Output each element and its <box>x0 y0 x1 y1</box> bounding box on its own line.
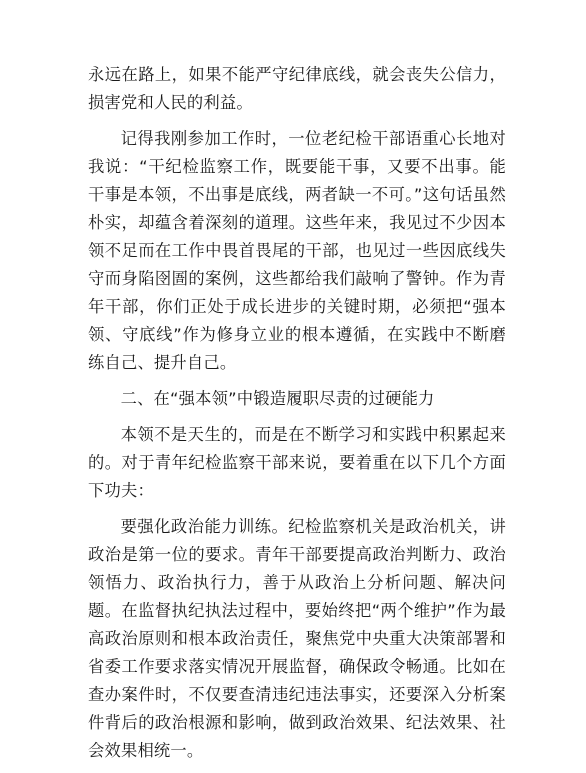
paragraph-continuation: 永远在路上，如果不能严守纪律底线，就会丧失公信力，损害党和人民的利益。 <box>88 65 506 112</box>
document-body <box>88 61 506 773</box>
section-heading: 二、在“强本领”中锻造履职尽责的过硬能力 <box>120 389 435 408</box>
paragraph-intro: 本领不是天生的，而是在不断学习和实践中积累起来的。对于青年纪检监察干部来说，要着重在以下几个方面下功夫： <box>88 425 506 500</box>
paragraph-memory: 记得我刚参加工作时，一位老纪检干部语重心长地对我说：“干纪检监察工作，既要能干事，又要不出事。能干事是本领，不出事是底线，两者缺一不可。”这句话虽然朴实，却蕴含着深刻的道理。这些年来，我见过不少因本领不足而在工作中畏首畏尾的干部，也见过一些因底线失守而身陷囹圄的案例，这些都给我们敲响了警钟。作为青年干部，你们正处于成长进步的关键时期，必须把“强本领、守底线”作为修身立业的根本遵循，在实践中不断磨练自己、提升自己。 <box>88 129 506 372</box>
paragraph-political-ability: 要强化政治能力训练。纪检监察机关是政治机关，讲政治是第一位的要求。青年干部要提高政治判断力、政治领悟力、政治执行力，善于从政治上分析问题、解决问题。在监督执纪执法过程中，要始终把“两个维护”作为最高政治原则和根本政治责任，聚焦党中央重大决策部署和省委工作要求落实情况开展监督，确保政令畅通。比如在查办案件时，不仅要查清违纪违法事实，还要深入分析案件背后的政治根源和影响，做到政治效果、纪法效果、社会效果相统一。 <box>88 517 506 760</box>
